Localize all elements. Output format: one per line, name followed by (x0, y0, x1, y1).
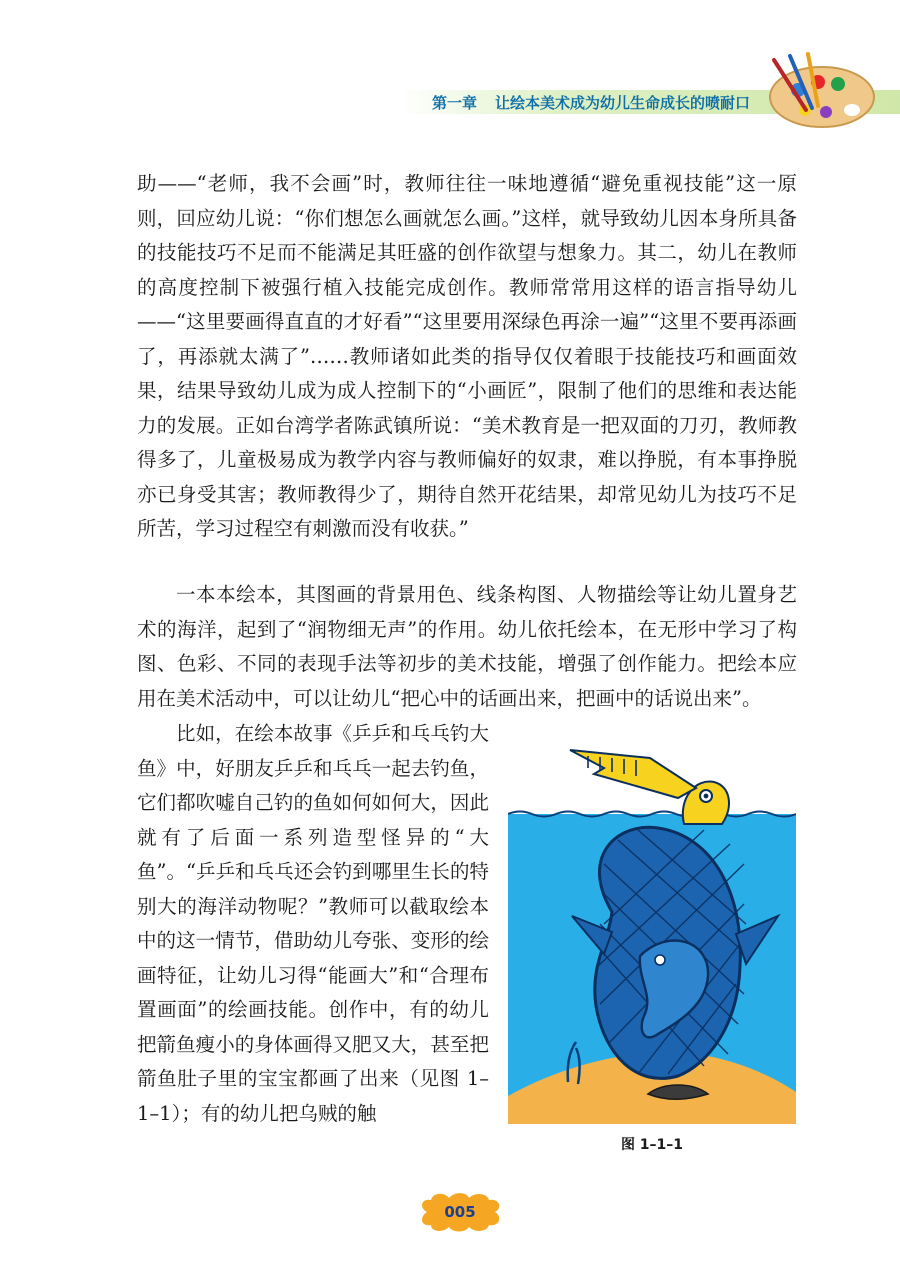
paint-palette-icon (760, 52, 880, 132)
chapter-title: 让绘本美术成为幼儿生命成长的喷耐口 (494, 94, 750, 112)
running-header (432, 92, 750, 114)
page-number: 005 (444, 1203, 476, 1221)
page-number-badge (415, 1190, 505, 1234)
body-paragraph-3: 比如，在绘本故事《乒乒和乓乓钓大鱼》中，好朋友乒乒和乓乓一起去钓鱼，它们都吹嘘自己钓的鱼如何如何大，因此就有了后面一系列造型怪异的“大鱼”。“乒乒和乓乓还会钓到哪里生长的特别大的海洋动物呢？”教师可以截取绘本中的这一情节，借助幼儿夸张、变形的绘画特征，让幼儿习得“能画大”和“合理布置画面”的绘画技能。创作中，有的幼儿把箭鱼瘦小的身体画得又肥又大，甚至把箭鱼肚子里的宝宝都画了出来（见图 1–1–1）；有的幼儿把乌贼的触 (137, 722, 489, 1125)
figure-caption: 图 1–1–1 (620, 1137, 684, 1153)
body-paragraph-2: 一本本绘本，其图画的背景用色、线条构图、人物描绘等让幼儿置身艺术的海洋，起到了“润物细无声”的作用。幼儿依托绘本，在无形中学习了构图、色彩、不同的表现手法等初步的美术技能，增强了创作能力。把绘本应用在美术活动中，可以让幼儿“把心中的话画出来，把画中的话说出来”。 (137, 583, 797, 710)
child-drawing-swordfish-icon (508, 744, 796, 1124)
body-paragraph-1: 助——“老师，我不会画”时，教师往往一味地遵循“避免重视技能”这一原则，回应幼儿说：“你们想怎么画就怎么画。”这样，就导致幼儿因本身所具备的技能技巧不足而不能满足其旺盛的创作欲望与想象力。其二，幼儿在教师的高度控制下被强行植入技能完成创作。教师常常用这样的语言指导幼儿——“这里要画得直直的才好看”“这里要用深绿色再涂一遍”“这里不要再添画了，再添就太满了”……教师诸如此类的指导仅仅着眼于技能技巧和画面效果，结果导致幼儿成为成人控制下的“小画匠”，限制了他们的思维和表达能力的发展。正如台湾学者陈武镇所说：“美术教育是一把双面的刀刃，教师教得多了，儿童极易成为教学内容与教师偏好的奴隶，难以挣脱，有本事挣脱亦已身受其害；教师教得少了，期待自然开花结果，却常见幼儿为技巧不足所苦，学习过程空有刺激而没有收获。” (137, 172, 797, 540)
chapter-number: 第一章 (431, 94, 477, 112)
